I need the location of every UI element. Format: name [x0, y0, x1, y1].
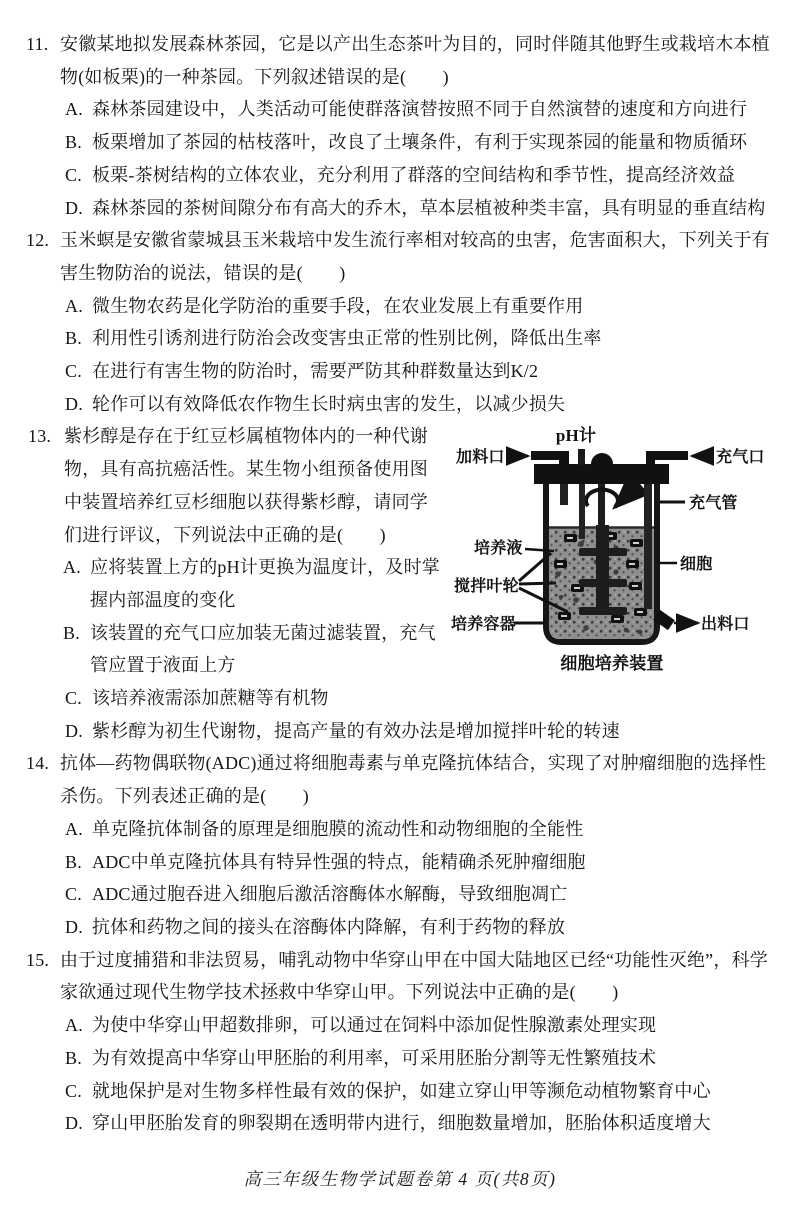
- question-15-option-a: [0, 1009, 772, 1042]
- option-label: B.: [65, 132, 82, 153]
- option-text: ADC通过胞吞进入细胞后激活溶酶体水解酶，导致细胞凋亡: [92, 884, 568, 905]
- vessel-lid: [534, 464, 669, 484]
- option-label: D.: [65, 720, 83, 741]
- option-text: 森林茶园的茶树间隙分布有高大的乔木，草本层植被种类丰富，具有明显的垂直结构: [92, 197, 766, 218]
- option-text: 穿山甲胚胎发育的卵裂期在透明带内进行，细胞数量增加，胚胎体积适度增大: [92, 1113, 711, 1134]
- cell-culture-apparatus-figure: [446, 420, 792, 682]
- option-label: D.: [65, 197, 83, 218]
- option-label: C.: [65, 361, 82, 382]
- question-14-number: 14.: [26, 753, 50, 774]
- question-12-option-d: [0, 388, 772, 421]
- cell-culture-apparatus-diagram: [446, 422, 792, 677]
- question-15-stem-text: 由于过度捕猎和非法贸易，哺乳动物中华穿山甲在中国大陆地区已经“功能性灭绝”，科学家欲通过现代生物学技术拯救中华穿山甲。下列说法中正确的是( ): [60, 949, 768, 1003]
- question-13-option-c: [0, 682, 772, 715]
- option-label: A.: [65, 295, 83, 316]
- question-11-option-d: [0, 192, 772, 225]
- impeller-pointer-2: [519, 583, 556, 584]
- option-label: C.: [65, 1080, 82, 1101]
- question-14: [0, 747, 772, 943]
- question-12-stem: [0, 224, 772, 289]
- question-11-number: 11.: [26, 34, 49, 54]
- question-13-number: 13.: [28, 426, 52, 447]
- question-12-stem-text: 玉米螟是安徽省蒙城县玉米栽培中发生流行率相对较高的虫害，危害面积大，下列关于有害生物防治的说法，错误的是( ): [60, 230, 770, 283]
- option-text: 微生物农药是化学防治的重要手段，在农业发展上有重要作用: [92, 295, 584, 316]
- question-15-number: 15.: [26, 949, 50, 970]
- culture-medium-label: 培养液: [474, 540, 523, 558]
- air-inlet-pipe: [646, 451, 688, 466]
- question-13: [0, 420, 772, 747]
- page-footer: 高三年级生物学试题卷第 4 页(共8页): [243, 1168, 557, 1189]
- option-label: D.: [65, 1113, 83, 1134]
- question-11-stem-text: 安徽某地拟发展森林茶园，它是以产出生态茶叶为目的，同时伴随其他野生或栽培木本植物(如板栗)的一种茶园。下列叙述错误的是( ): [60, 34, 770, 87]
- option-text: 抗体和药物之间的接头在溶酶体内降解，有利于药物的释放: [92, 916, 566, 937]
- outlet-label: 出料口: [701, 616, 750, 634]
- option-label: A.: [65, 818, 83, 839]
- question-14-option-b: [0, 846, 772, 879]
- option-text: 该培养液需添加蔗糖等有机物: [92, 688, 329, 709]
- feed-down-tube: [560, 484, 568, 505]
- option-label: C.: [65, 164, 82, 185]
- question-13-option-b: [0, 617, 446, 682]
- option-text: 为使中华穿山甲超数排卵，可以通过在饲料中添加促性腺激素处理实现: [92, 1015, 657, 1036]
- option-text: 应将装置上方的pH计更换为温度计，及时掌握内部温度的变化: [90, 557, 440, 610]
- question-15: [0, 944, 772, 1140]
- option-label: D.: [65, 393, 83, 414]
- question-15-option-c: [0, 1075, 772, 1108]
- option-label: D.: [65, 916, 83, 937]
- question-12: [0, 224, 772, 420]
- option-text: 板栗增加了茶园的枯枝落叶，改良了土壤条件，有利于实现茶园的能量和物质循环: [92, 132, 748, 153]
- question-13-stem: [0, 420, 446, 551]
- question-12-option-b: [0, 322, 772, 355]
- option-text: 在进行有害生物的防治时，需要严防其种群数量达到K/2: [92, 361, 539, 382]
- culture-vessel-label: 培养容器: [451, 616, 516, 634]
- ph-probe: [579, 484, 585, 539]
- air-tube: [644, 484, 652, 609]
- question-13-option-a: [0, 551, 446, 616]
- question-11-option-c: [0, 159, 772, 192]
- question-13-stem-text: 紫杉醇是存在于红豆杉属植物体内的一种代谢物，具有高抗癌活性。某生物小组预备使用图中装置培养红豆杉细胞以获得紫杉醇，请同学们进行评议，下列说法中正确的是( ): [64, 426, 428, 545]
- option-text: ADC中单克隆抗体具有特异性强的特点，能精确杀死肿瘤细胞: [92, 851, 586, 872]
- question-14-stem-text: 抗体—药物偶联物(ADC)通过将细胞毒素与单克隆抗体结合，实现了对肿瘤细胞的选择性杀伤。下列表述正确的是( ): [60, 753, 767, 807]
- option-text: 利用性引诱剂进行防治会改变害虫正常的性别比例，降低出生率: [92, 328, 602, 349]
- feed-pipe: [531, 451, 569, 466]
- question-15-option-d: [0, 1107, 772, 1140]
- stirrer-shaft: [596, 484, 609, 611]
- question-13-text-and-diagram: [0, 420, 772, 682]
- stir-impeller-label: 搅拌叶轮: [454, 578, 519, 596]
- question-14-stem: [0, 747, 772, 812]
- option-label: A.: [65, 99, 83, 120]
- option-label: C.: [65, 884, 82, 905]
- option-text: 单克隆抗体制备的原理是细胞膜的流动性和动物细胞的全能性: [92, 818, 584, 839]
- question-14-option-d: [0, 911, 772, 944]
- option-label: B.: [65, 1047, 82, 1068]
- question-14-option-c: [0, 878, 772, 911]
- question-14-option-a: [0, 813, 772, 846]
- option-label: A.: [65, 1015, 83, 1036]
- option-text: 就地保护是对生物多样性最有效的保护，如建立穿山甲等濒危动植物繁育中心: [92, 1080, 711, 1101]
- question-15-stem: [0, 944, 772, 1009]
- option-text: 轮作可以有效降低农作物生长时病虫害的发生，以减少损失: [92, 393, 566, 414]
- option-label: A.: [63, 557, 81, 578]
- question-12-number: 12.: [26, 230, 50, 251]
- option-label: B.: [65, 328, 82, 349]
- option-label: C.: [65, 688, 82, 709]
- option-label: B.: [65, 851, 82, 872]
- option-text: 森林茶园建设中，人类活动可能使群落演替按照不同于自然演替的速度和方向进行: [92, 99, 748, 120]
- cells-label: 细胞: [680, 556, 713, 574]
- diagram-caption: 细胞培养装置: [560, 654, 664, 674]
- question-11-stem: [0, 28, 772, 93]
- question-11: [0, 28, 772, 224]
- air-tube-label: 充气管: [689, 495, 738, 513]
- question-13-option-d: [0, 715, 772, 748]
- question-15-option-b: [0, 1042, 772, 1075]
- air-inlet-label: 充气口: [716, 449, 765, 467]
- question-13-text-column: [0, 420, 446, 682]
- ph-probe-top: [578, 449, 585, 465]
- question-12-option-a: [0, 290, 772, 323]
- question-11-option-b: [0, 126, 772, 159]
- option-label: B.: [63, 622, 80, 643]
- ph-meter-label: pH计: [555, 426, 597, 446]
- question-11-option-a: [0, 93, 772, 126]
- option-text: 为有效提高中华穿山甲胚胎的利用率，可采用胚胎分割等无性繁殖技术: [92, 1047, 657, 1068]
- option-text: 板栗-茶树结构的立体农业，充分利用了群落的空间结构和季节性，提高经济效益: [92, 164, 736, 185]
- option-text: 该装置的充气口应加装无菌过滤装置，充气管应置于液面上方: [90, 622, 436, 676]
- feed-port-label: 加料口: [456, 449, 505, 467]
- option-text: 紫杉醇为初生代谢物，提高产量的有效办法是增加搅拌叶轮的转速: [92, 720, 620, 741]
- question-12-option-c: [0, 355, 772, 388]
